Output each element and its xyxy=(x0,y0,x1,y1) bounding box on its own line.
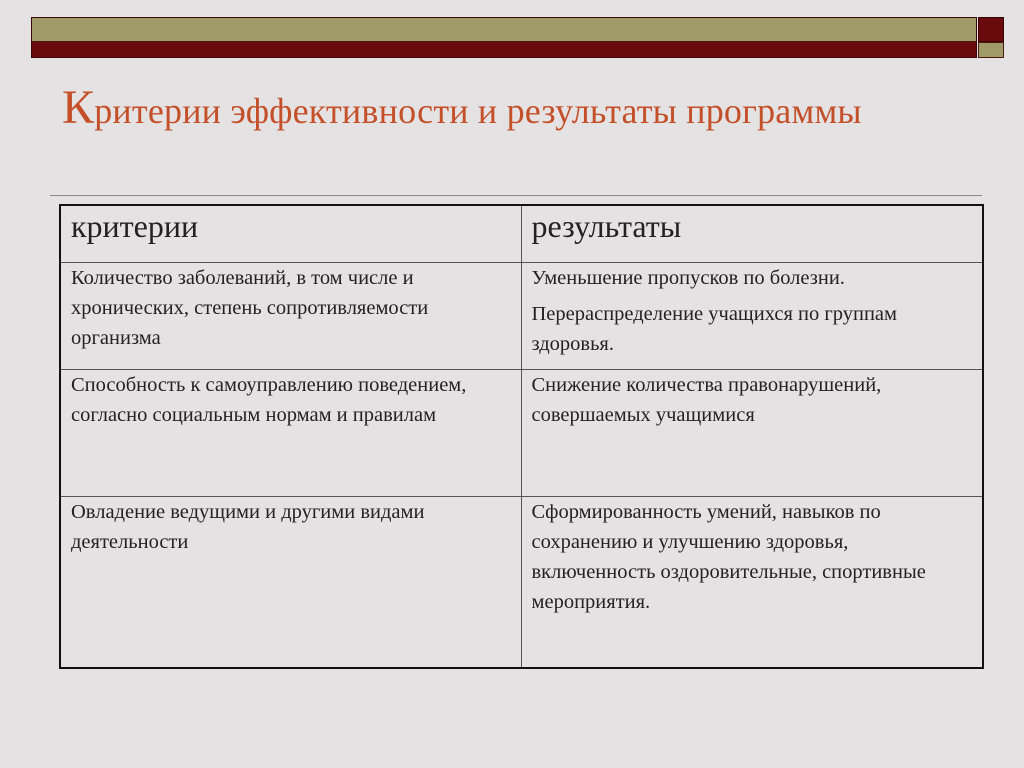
slide-title-initial: К xyxy=(62,81,95,134)
decorative-header-bar xyxy=(31,17,977,58)
criteria-cell xyxy=(60,496,521,668)
criteria-text: Овладение ведущими и другими видами деятельности xyxy=(71,500,425,553)
table-row xyxy=(60,369,983,496)
results-cell xyxy=(521,262,983,369)
header-results: результаты xyxy=(521,205,983,262)
criteria-text: Количество заболеваний, в том числе и хронических, степень сопротивляемости организма xyxy=(71,266,429,349)
results-text: Сформированность умений, навыков по сохранению и улучшению здоровья, включенность оздоровительные, спортивные мероприятия. xyxy=(531,500,926,613)
criteria-cell xyxy=(60,369,521,496)
results-text: Перераспределение учащихся по группам здоровья. xyxy=(531,302,897,355)
results-cell xyxy=(521,369,983,496)
criteria-cell xyxy=(60,262,521,369)
decorative-corner-square-top xyxy=(978,17,1004,42)
decorative-corner-square-bottom xyxy=(978,42,1004,58)
slide-title-rest: ритерии эффективности и результаты программы xyxy=(94,91,862,131)
title-divider xyxy=(50,195,982,196)
table-row xyxy=(60,496,983,668)
results-text: Уменьшение пропусков по болезни. xyxy=(531,266,845,289)
decorative-header-bar-olive-stripe xyxy=(32,18,976,42)
criteria-results-table xyxy=(59,204,984,669)
slide-title xyxy=(62,80,862,135)
decorative-corner-square xyxy=(978,17,1004,58)
results-text: Снижение количества правонарушений, совершаемых учащимися xyxy=(531,373,882,426)
criteria-text: Способность к самоуправлению поведением, согласно социальным нормам и правилам xyxy=(71,373,467,426)
table-header-row xyxy=(60,205,983,262)
results-cell xyxy=(521,496,983,668)
table-row xyxy=(60,262,983,369)
header-criteria: критерии xyxy=(60,205,521,262)
